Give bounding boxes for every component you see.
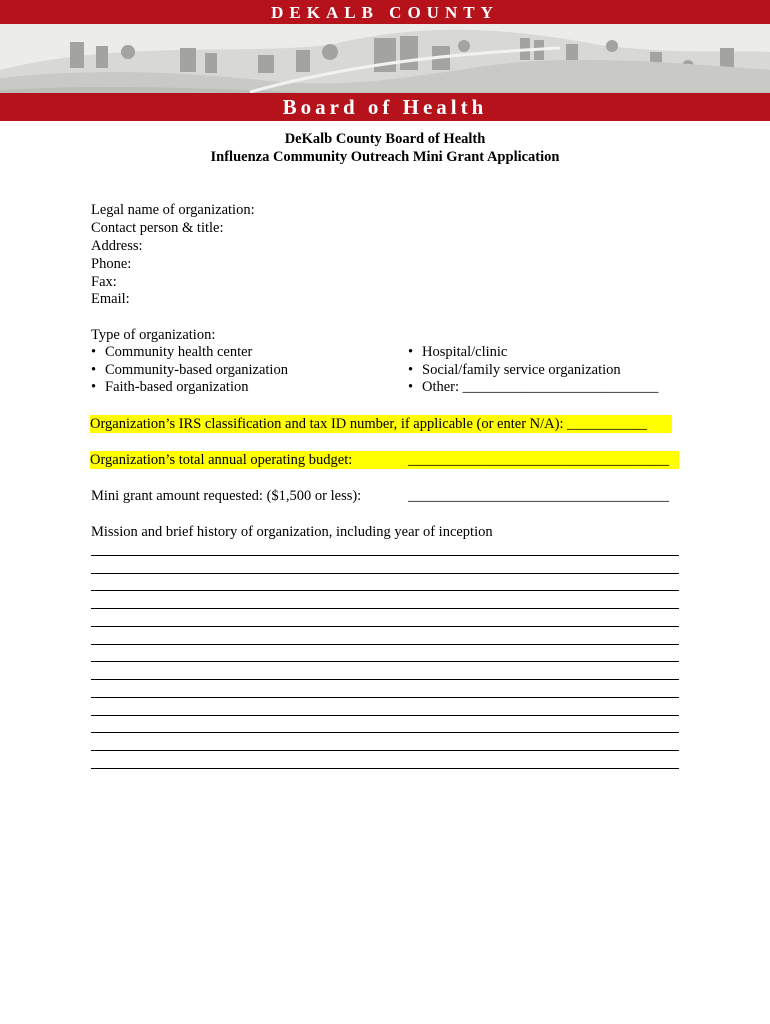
blank-line — [91, 644, 679, 645]
field-fax: Fax: — [91, 274, 117, 290]
list-item: • Community-based organization — [91, 362, 288, 380]
document-subtitle: Influenza Community Outreach Mini Grant Application — [210, 149, 560, 165]
blank-line — [91, 732, 679, 733]
blank-line — [91, 715, 679, 716]
list-item: • Social/family service organization — [408, 362, 658, 380]
county-banner-text: DEKALB COUNTY — [271, 3, 499, 22]
board-banner-text: Board of Health — [282, 95, 488, 119]
field-phone: Phone: — [91, 256, 132, 272]
blank-line — [91, 555, 679, 556]
blank-line — [91, 590, 679, 591]
grant-amount-label: Mini grant amount requested: ($1,500 or less): — [91, 488, 362, 504]
budget-label: Organization’s total annual operating budget: — [90, 452, 353, 468]
document-title: DeKalb County Board of Health — [284, 131, 486, 147]
irs-classification-line: Organization’s IRS classification and tax ID number, if applicable (or enter N/A): ___________ — [90, 415, 672, 433]
list-item: • Community health center — [91, 344, 288, 362]
budget-blank: ____________________________________ — [408, 452, 669, 468]
org-type-list-left — [91, 344, 288, 397]
blank-line — [91, 608, 679, 609]
list-item: • Other: ___________________________ — [408, 379, 658, 397]
field-legal-name: Legal name of organization: — [91, 202, 255, 218]
blank-line — [91, 679, 679, 680]
field-address: Address: — [91, 238, 143, 254]
list-item: • Faith-based organization — [91, 379, 288, 397]
blank-line — [91, 573, 679, 574]
blank-line — [91, 768, 679, 769]
budget-row — [90, 451, 679, 469]
blank-line — [91, 697, 679, 698]
blank-line — [91, 626, 679, 627]
blank-line — [91, 661, 679, 662]
header-banner — [0, 0, 770, 121]
blank-line — [91, 750, 679, 751]
org-type-label: Type of organization: — [91, 327, 216, 343]
org-type-list-right — [408, 344, 658, 397]
grant-amount-blank: ____________________________________ — [408, 488, 669, 504]
field-contact-person: Contact person & title: — [91, 220, 224, 236]
list-item: • Hospital/clinic — [408, 344, 658, 362]
field-email: Email: — [91, 291, 130, 307]
mission-label: Mission and brief history of organization, including year of inception — [91, 524, 493, 540]
